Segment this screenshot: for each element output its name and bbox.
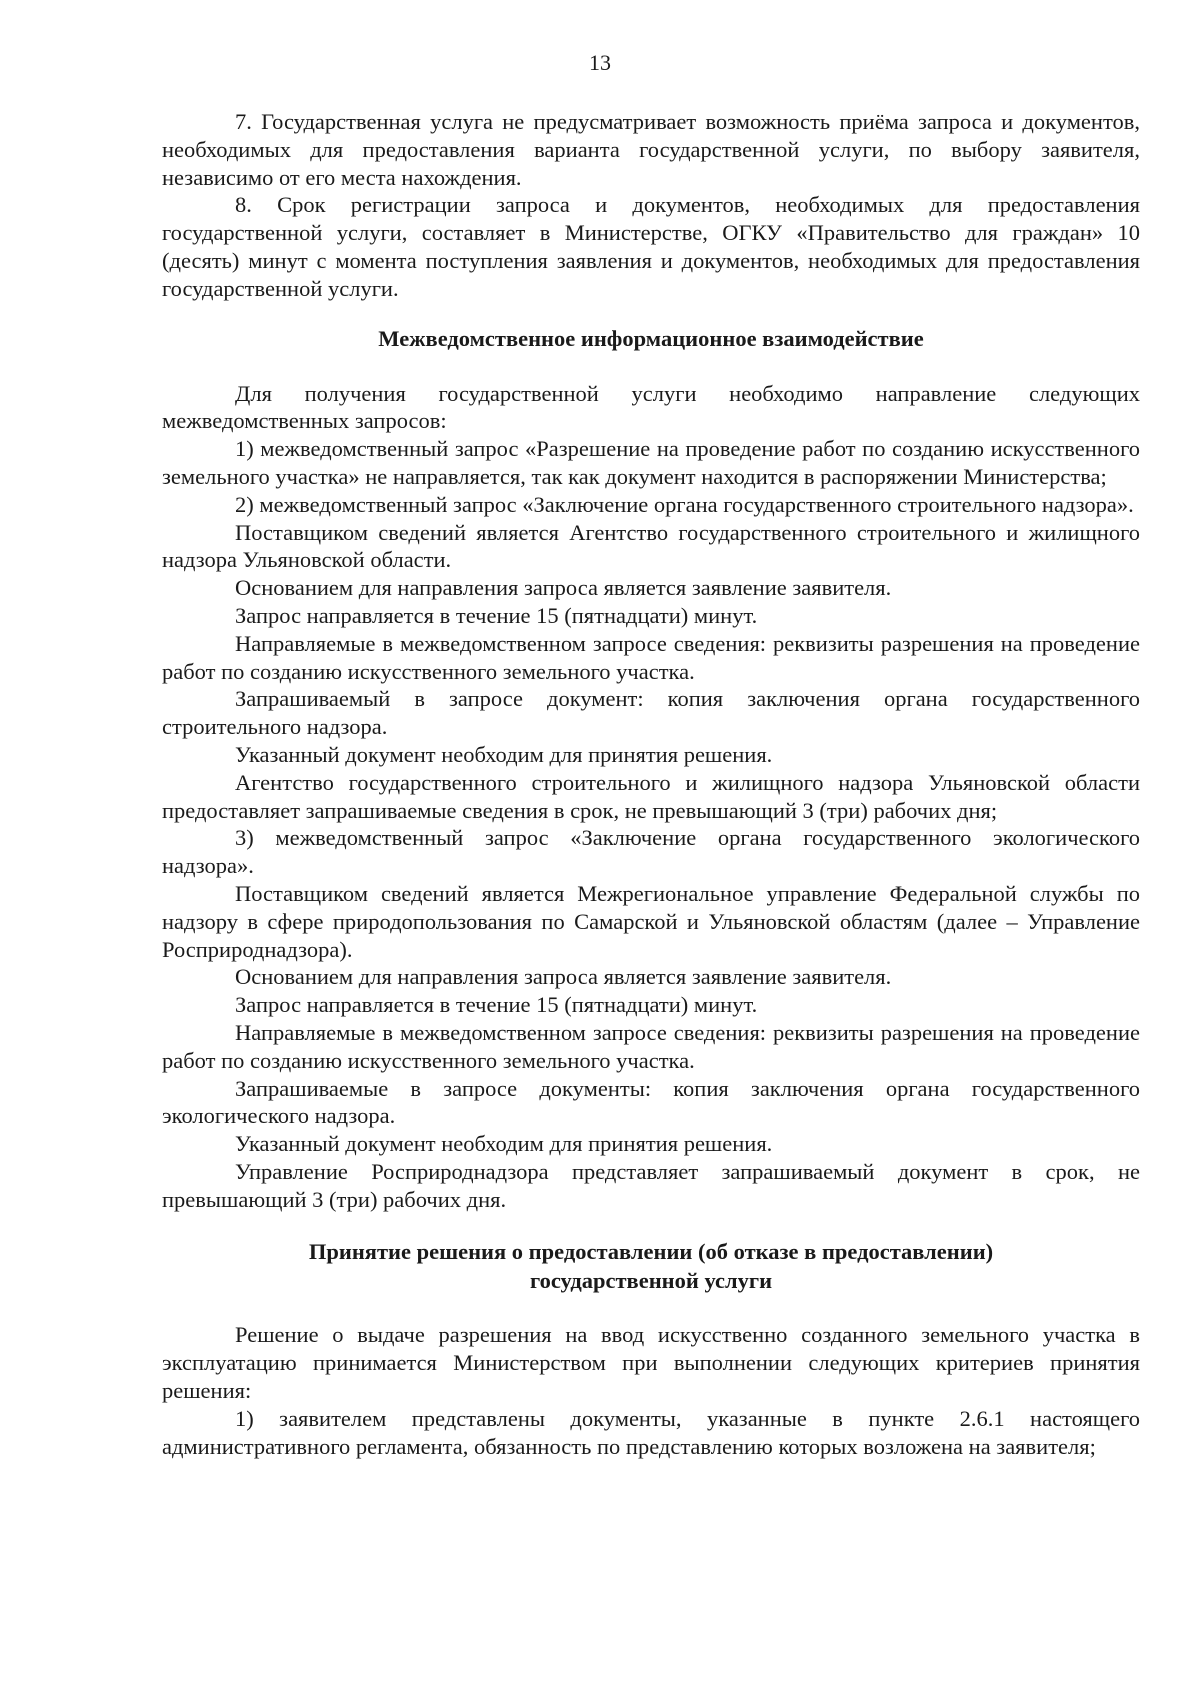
paragraph: 1) межведомственный запрос «Разрешение на проведение работ по созданию искусственного земельного участка» не направляется, так как документ находится в распоряжении Министерства; <box>162 436 1140 489</box>
paragraph: Запрос направляется в течение 15 (пятнадцати) минут. <box>235 992 758 1018</box>
paragraph: Запрос направляется в течение 15 (пятнадцати) минут. <box>235 602 758 628</box>
paragraph: Направляемые в межведомственном запросе сведения: реквизиты разрешения на проведение работ по созданию искусственного земельного участка. <box>162 630 1140 684</box>
paragraph: Поставщиком сведений является Агентство государственного строительного и жилищного надзора Ульяновской области. <box>162 519 1140 573</box>
paragraph: 1) заявителем представлены документы, указанные в пункте 2.6.1 настоящего административного регламента, обязанность по представлению которых возложена на заявителя; <box>162 1405 1140 1459</box>
paragraph: Поставщиком сведений является Межрегиональное управление Федеральной службы по надзору в сфере природопользования по Самарской и Ульяновской областям (далее – Управление Росприроднадзора). <box>162 880 1140 962</box>
paragraph: 8. Срок регистрации запроса и документов, необходимых для предоставления государственной услуги, составляет в Министерстве, ОГКУ «Правительство для граждан» 10 (десять) минут с момента поступления заявления и документов, необходимых для предоставления государственной услуги. <box>162 192 1140 301</box>
paragraph: Решение о выдаче разрешения на ввод искусственно созданного земельного участка в эксплуатацию принимается Министерством при выполнении следующих критериев принятия решения: <box>162 1322 1140 1404</box>
section-heading: Принятие решения о предоставлении (об отказе в предоставлении) государственной услуги <box>308 1239 994 1294</box>
page-number: 13 <box>589 50 611 75</box>
paragraph: Направляемые в межведомственном запросе сведения: реквизиты разрешения на проведение работ по созданию искусственного земельного участка. <box>162 1019 1140 1073</box>
paragraph: Указанный документ необходим для принятия решения. <box>235 741 773 767</box>
paragraph: Основанием для направления запроса является заявление заявителя. <box>235 575 892 601</box>
paragraph: 3) межведомственный запрос «Заключение органа государственного экологического надзора». <box>162 825 1140 879</box>
document-body <box>162 108 1140 1460</box>
paragraph: 2) межведомственный запрос «Заключение органа государственного строительного надзора». <box>235 491 1134 517</box>
paragraph: Для получения государственной услуги необходимо направление следующих межведомственных запросов: <box>162 380 1140 434</box>
paragraph: 7. Государственная услуга не предусматривает возможность приёма запроса и документов, необходимых для предоставления варианта государственной услуги, по выбору заявителя, независимо от его места нахождения. <box>162 109 1140 190</box>
paragraph: Управление Росприроднадзора представляет запрашиваемый документ в срок, не превышающий 3 (три) рабочих дня. <box>162 1158 1140 1212</box>
paragraph: Основанием для направления запроса является заявление заявителя. <box>235 964 892 990</box>
paragraph: Указанный документ необходим для принятия решения. <box>235 1131 773 1157</box>
section-heading: Межведомственное информационное взаимодействие <box>378 325 924 351</box>
paragraph: Запрашиваемые в запросе документы: копия заключения органа государственного экологического надзора. <box>162 1075 1140 1129</box>
paragraph: Агентство государственного строительного и жилищного надзора Ульяновской области предоставляет запрашиваемые сведения в срок, не превышающий 3 (три) рабочих дня; <box>162 769 1140 823</box>
paragraph: Запрашиваемый в запросе документ: копия заключения органа государственного строительного надзора. <box>162 686 1140 740</box>
